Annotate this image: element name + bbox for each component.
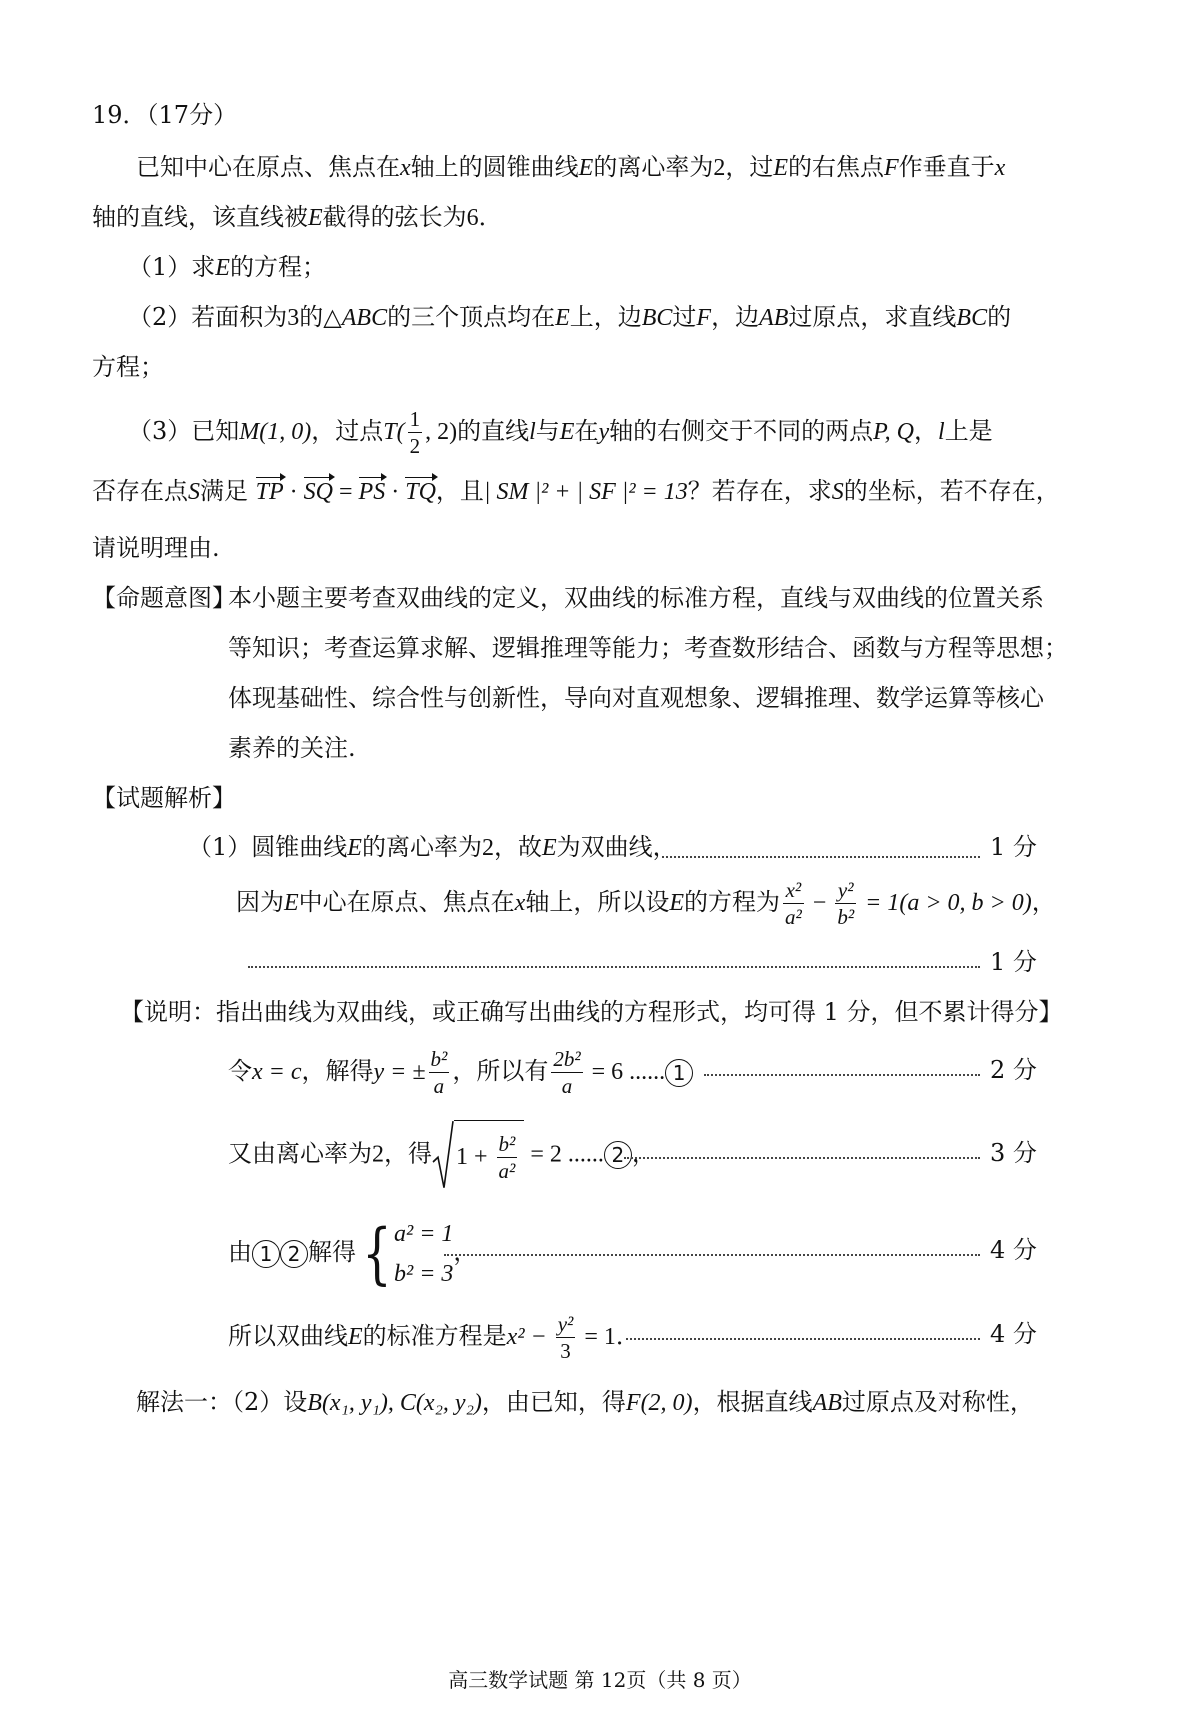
b2-over-a: $\frac{\text{b²}}{a}$ — [430, 1047, 448, 1098]
dotted-leader — [624, 1157, 980, 1159]
solution-step-2: 因为E中心在原点、焦点在x轴上，所以设E的方程为 $\frac{\text{x²}}{\text{a²}}$ − $\frac{\text{y²}}{\text{b²}}$ = 1(a > 0, b > 0)， — [236, 878, 1056, 929]
x2-over-a2: $\frac{\text{x²}}{\text{a²}}$ — [785, 878, 802, 929]
question-3-line2: 否存在点S满足 TP · SQ = PS · TQ，且| SM |² + | SF |² = 13？若存在，求S的坐标，若不存在， — [92, 474, 1060, 508]
solution-step-5: 由 1 2 解得{ a² = 1 b² = 3 ， — [228, 1214, 478, 1292]
question-3: （3）已知M(1, 0)，过点T( $\frac{1}{2}$ , 2)的直线l与E在y轴的右侧交于不同的两点P, Q，l上是 — [128, 407, 993, 458]
vector-sq: SQ — [304, 474, 333, 508]
vector-tp: TP — [256, 474, 284, 508]
sqrt-expression: 1 + $\frac{\text{b²}}{\text{a²}}$ — [432, 1120, 524, 1190]
question-3-line3: 请说明理由. — [92, 534, 220, 562]
equation-system: a² = 1 b² = 3 — [394, 1220, 454, 1287]
2b2-over-a: $\frac{\text{2b²}}{a}$ — [553, 1047, 581, 1098]
circled-one: 1 — [252, 1240, 280, 1268]
question-1: （1）求E的方程； — [128, 253, 326, 281]
circled-two: 2 — [280, 1240, 308, 1268]
question-2-line2: 方程； — [92, 353, 164, 381]
points-6: 4 分 — [990, 1320, 1037, 1348]
points-2: 1 分 — [990, 948, 1037, 976]
sqrt-sign — [432, 1120, 454, 1190]
problem-number: 19．（17分） — [92, 101, 238, 129]
circled-one: 1 — [665, 1059, 693, 1087]
points-1: 1 分 — [990, 833, 1037, 861]
analysis-label: 【试题解析】 — [92, 784, 236, 812]
problem-stem-line2: 轴的直线，该直线被E截得的弦长为6． — [92, 203, 503, 231]
solution-step-6: 所以双曲线E的标准方程是x² − $\frac{\text{y²}}{3}$ = 1． — [228, 1312, 640, 1363]
dotted-leader — [704, 1074, 980, 1076]
intent-line2: 等知识；考查运算求解、逻辑推理等能力；考查数形结合、函数与方程等思想； — [228, 634, 1068, 662]
intent-line3: 体现基础性、综合性与创新性，导向对直观想象、逻辑推理、数学运算等核心 — [228, 684, 1044, 712]
solution-step-1: （1）圆锥曲线E的离心率为2，故E为双曲线， — [188, 833, 677, 861]
points-5: 4 分 — [990, 1236, 1037, 1264]
y2-over-b2: $\frac{\text{y²}}{\text{b²}}$ — [837, 878, 855, 929]
problem-stem-line1: 已知中心在原点、焦点在x轴上的圆锥曲线E的离心率为2，过E的右焦点F作垂直于x — [136, 153, 1006, 181]
solution-step-4: 又由离心率为2，得 1 + $\frac{\text{b²}}{\text{a²}}$ = 2 ...... 2 ， — [228, 1120, 656, 1190]
page-footer: 高三数学试题 第 12页（共 8 页） — [448, 1668, 752, 1692]
question-2: （2）若面积为3的△ABC的三个顶点均在E上，边BC过F，边AB过原点，求直线BC的 — [128, 303, 1012, 331]
left-brace: { — [362, 1214, 392, 1292]
intent-line1: 本小题主要考查双曲线的定义，双曲线的标准方程，直线与双曲线的位置关系 — [228, 584, 1044, 612]
b2-over-a2: $\frac{\text{b²}}{\text{a²}}$ — [498, 1132, 516, 1183]
dotted-leader — [662, 856, 980, 858]
t-fraction: $\frac{1}{2}$ — [409, 407, 421, 458]
y2-over-3: $\frac{\text{y²}}{3}$ — [557, 1312, 574, 1363]
dotted-leader — [248, 966, 980, 968]
vector-ps: PS — [359, 474, 386, 508]
solution-step-3: 令x = c，解得y = ± $\frac{\text{b²}}{a}$ ，所以有 $\frac{\text{2b²}}{a}$ = 6 ...... 1 — [228, 1040, 693, 1103]
intent-line4: 素养的关注. — [228, 734, 356, 762]
solution-step-7: 解法一：（2）设B(x₁, y₁), C(x₂, y₂)，由已知，得F(2, 0)，根据直线AB过原点及对称性， — [136, 1388, 1034, 1416]
circled-two: 2 — [604, 1141, 632, 1169]
vector-tq: TQ — [405, 474, 436, 508]
points-3: 2 分 — [990, 1056, 1037, 1084]
dotted-leader — [444, 1254, 980, 1256]
dotted-leader — [626, 1338, 980, 1340]
intent-label: 【命题意图】 — [92, 584, 236, 612]
grading-note: 【说明：指出曲线为双曲线，或正确写出曲线的方程形式，均可得 1 分，但不累计得分】 — [120, 998, 1063, 1026]
points-4: 3 分 — [990, 1139, 1037, 1167]
